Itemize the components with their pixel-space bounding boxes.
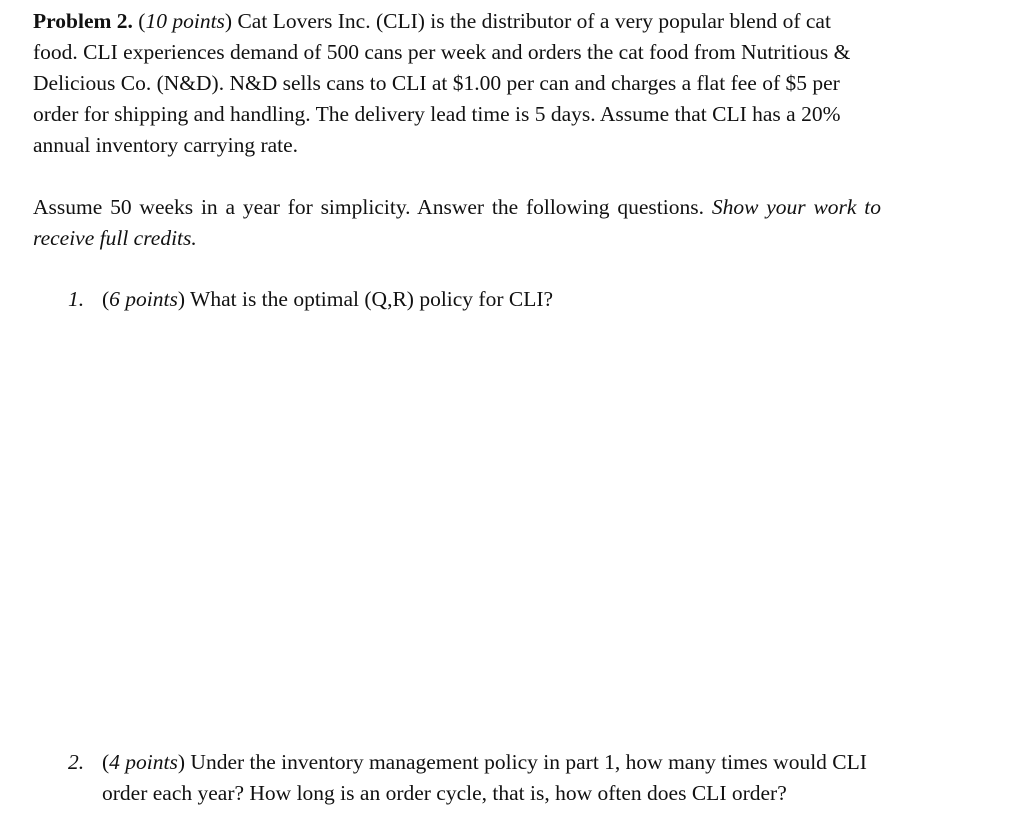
instructions-text: Assume 50 weeks in a year for simplicity. Answer the following questions.	[33, 195, 712, 219]
question-1-points: 6 points	[109, 287, 178, 311]
question-1-points-close: )	[177, 287, 186, 311]
question-1-text: What is the optimal (Q,R) policy for CLI?	[185, 287, 554, 311]
question-2-points: 4 points	[109, 750, 178, 774]
question-2-points-close: )	[177, 750, 186, 774]
instructions	[33, 192, 881, 254]
problem-heading: Problem 2.	[33, 9, 133, 33]
question-2-text: Under the inventory management policy in part 1, how many times would CLI order each year? How long is an order cycle, that is, how often does CLI order?	[102, 750, 867, 805]
instructions-emphasis: Show your work to receive full credits.	[33, 195, 881, 250]
problem-intro-text: Cat Lovers Inc. (CLI) is the distributor of a very popular blend of cat food. CLI experiences demand of 500 cans per week and orders the cat food from Nutritious & Delicious Co. (N&D). N&D sells cans to CLI at $1.00 per can and charges a flat fee of $5 per order for shipping and handling. The delivery lead time is 5 days. Assume that CLI has a 20% annual inventory carrying rate.	[33, 9, 851, 157]
question-1-points-open: (	[102, 287, 110, 311]
problem-points: 10 points	[145, 9, 225, 33]
question-2-body	[102, 747, 888, 809]
problem-points-close: )	[224, 9, 233, 33]
question-2-points-open: (	[102, 750, 110, 774]
question-2-number: 2.	[68, 750, 85, 774]
question-1-number: 1.	[68, 287, 85, 311]
problem-statement	[33, 6, 881, 161]
question-1-body	[102, 284, 888, 315]
problem-points-open: (	[138, 9, 146, 33]
question-1	[68, 284, 888, 315]
question-2	[68, 747, 888, 809]
